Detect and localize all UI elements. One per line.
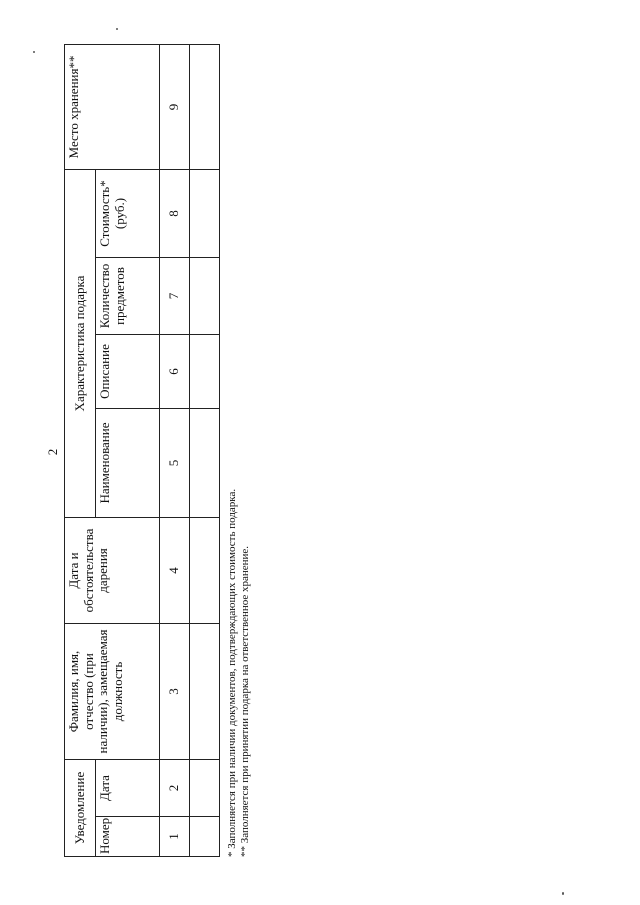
column-number-cell: 9 (160, 44, 190, 169)
notification-group-header: Уведомление (65, 760, 96, 857)
footnote-storage: ** Заполняется при принятии подарка на ответственное хранение. (239, 545, 251, 857)
empty-cell (190, 258, 220, 335)
empty-cell (190, 44, 220, 169)
empty-cell (190, 518, 220, 624)
date-circumstances-header: Дата и обстоятельства дарения (65, 518, 160, 624)
column-number-cell: 3 (160, 624, 190, 760)
empty-cell (190, 335, 220, 409)
empty-cell (190, 409, 220, 518)
full-name-position-header: Фамилия, имя, отчество (при наличии), замещаемая должность (65, 624, 160, 760)
cost-header: Стоимость* (руб.) (96, 169, 160, 257)
scan-speck (33, 51, 35, 53)
column-number-cell: 4 (160, 518, 190, 624)
page-number: 2 (45, 448, 60, 456)
description-header: Описание (96, 335, 160, 409)
empty-cell (190, 817, 220, 857)
scan-speck (116, 28, 118, 30)
footnotes (226, 437, 252, 857)
gift-characteristics-group-header: Характеристика подарка (65, 169, 96, 517)
column-number-cell: 2 (160, 760, 190, 817)
empty-cell (190, 760, 220, 817)
column-number-cell: 7 (160, 258, 190, 335)
footnote-cost: * Заполняется при наличии документов, подтверждающих стоимость подарка. (226, 488, 238, 857)
date-header: Дата (96, 760, 160, 817)
scan-speck (562, 892, 564, 895)
gift-register-table (64, 44, 220, 857)
gift-register-table-wrapper (64, 45, 219, 857)
column-number-cell: 5 (160, 409, 190, 518)
empty-cell (190, 169, 220, 257)
number-header: Номер (96, 817, 160, 857)
column-number-cell: 8 (160, 169, 190, 257)
column-number-cell: 6 (160, 335, 190, 409)
empty-cell (190, 624, 220, 760)
name-header: Наименование (96, 409, 160, 518)
storage-place-header: Место хранения** (65, 44, 160, 169)
quantity-header: Количество предметов (96, 258, 160, 335)
column-number-cell: 1 (160, 817, 190, 857)
